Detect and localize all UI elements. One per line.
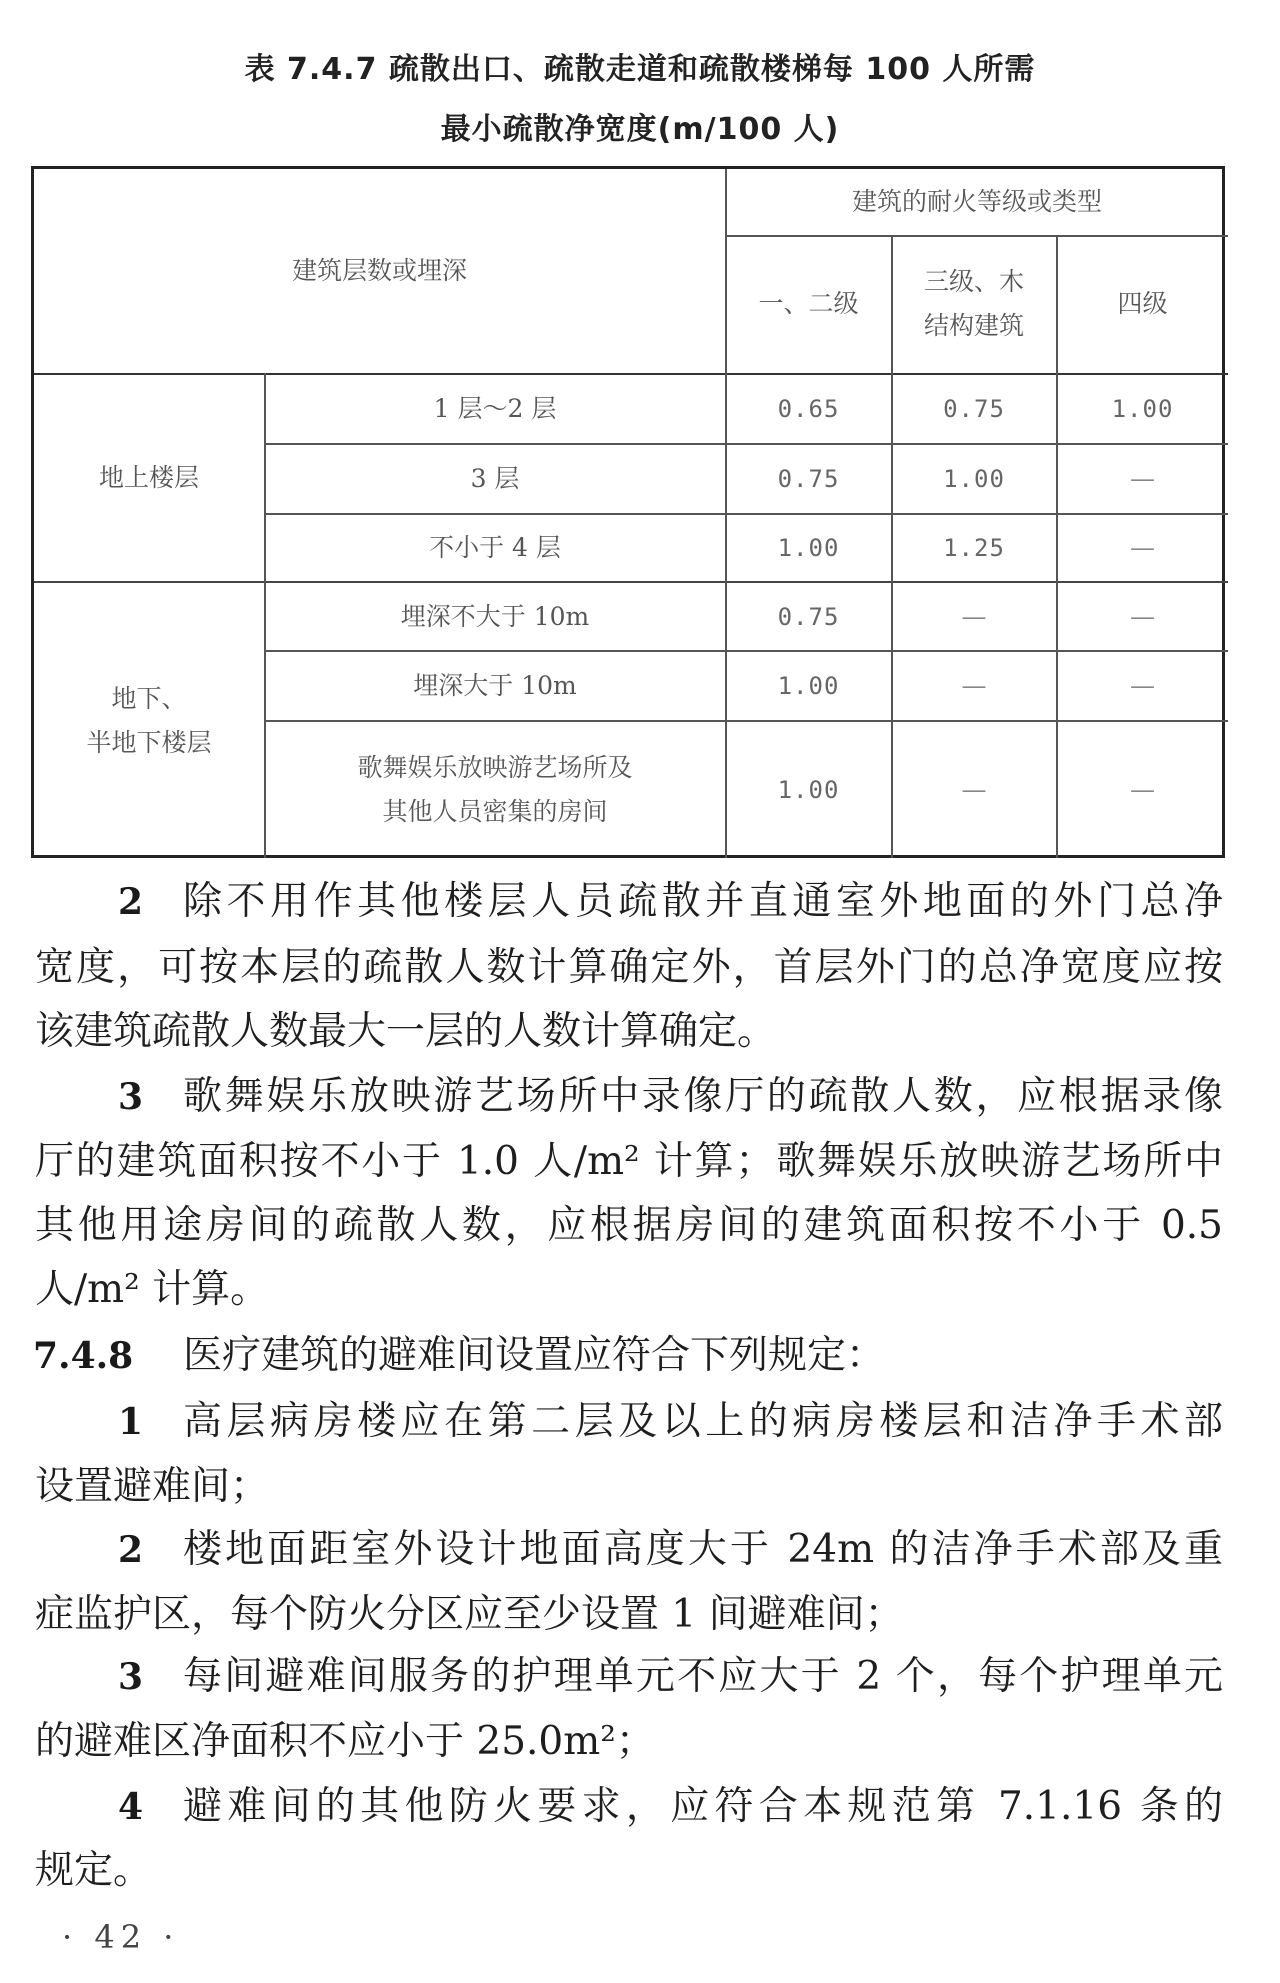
row-label: 3 层 <box>470 463 520 493</box>
cell-value: — <box>961 670 987 700</box>
section-number: 7.4.8 <box>33 1335 134 1377</box>
paragraph-line: 除不用作其他楼层人员疏散并直通室外地面的外门总净 <box>183 879 1223 924</box>
cell-value: 0.75 <box>943 395 1005 423</box>
group-label-aboveground: 地上楼层 <box>98 463 199 493</box>
item-number: 1 <box>118 1401 144 1443</box>
item-number: 3 <box>118 1656 144 1698</box>
row-label <box>265 721 725 858</box>
paragraph-line: 每间避难间服务的护理单元不应大于 2 个，每个护理单元 <box>183 1654 1223 1699</box>
paragraph-line: 该建筑疏散人数最大一层的人数计算确定。 <box>35 1009 777 1054</box>
cell-value: 1.00 <box>777 775 840 804</box>
header-col-1: 一、二级 <box>758 289 859 319</box>
group-label-underground <box>34 583 264 858</box>
paragraph-line: 人/m² 计算。 <box>35 1267 270 1312</box>
cell-value: — <box>1130 601 1155 631</box>
cell-value: 1.00 <box>943 464 1005 493</box>
item-number: 2 <box>118 1529 144 1571</box>
cell-value: 1.00 <box>777 533 840 562</box>
header-col-2-line2: 结构建筑 <box>923 311 1024 340</box>
paragraph-line: 歌舞娱乐放映游艺场所中录像厅的疏散人数，应根据录像 <box>183 1074 1223 1119</box>
table-title-line2: 最小疏散净宽度(m/100 人) <box>440 112 840 147</box>
row-label-line1: 歌舞娱乐放映游艺场所及 <box>357 752 633 782</box>
paragraph-line: 高层病房楼应在第二层及以上的病房楼层和洁净手术部 <box>183 1399 1223 1444</box>
cell-value: — <box>1130 774 1155 804</box>
header-col-3: 四级 <box>1117 289 1168 319</box>
cell-value: 0.75 <box>777 602 840 631</box>
group-label-underground-line2: 半地下楼层 <box>86 727 212 757</box>
cell-value: 0.75 <box>777 464 840 493</box>
egress-width-table <box>31 166 1225 858</box>
item-number: 2 <box>118 881 144 923</box>
row-label: 不小于 4 层 <box>429 532 561 562</box>
row-label: 埋深大于 10m <box>413 670 577 700</box>
header-row-label: 建筑层数或埋深 <box>291 256 467 286</box>
cell-value: 0.65 <box>777 395 840 423</box>
paragraph-line: 规定。 <box>35 1848 153 1893</box>
item-number: 4 <box>118 1786 144 1828</box>
paragraph-line: 的避难区净面积不应小于 25.0m²； <box>35 1719 655 1764</box>
cell-value: 1.00 <box>777 671 840 700</box>
paragraph-line: 避难间的其他防火要求，应符合本规范第 7.1.16 条的 <box>183 1784 1223 1829</box>
paragraph-line: 宽度，可按本层的疏散人数计算确定外，首层外门的总净宽度应按 <box>35 945 1223 990</box>
row-label: 1 层～2 层 <box>433 394 557 424</box>
group-label-underground-line1: 地下、 <box>111 683 187 713</box>
row-label: 埋深不大于 10m <box>400 601 590 631</box>
header-col-2 <box>892 235 1056 373</box>
cell-value: 1.25 <box>943 533 1005 562</box>
table-title-line1: 表 7.4.7 疏散出口、疏散走道和疏散楼梯每 100 人所需 <box>244 52 1036 87</box>
cell-value: — <box>961 774 987 804</box>
paragraph-line: 楼地面距室外设计地面高度大于 24m 的洁净手术部及重 <box>183 1527 1223 1572</box>
paragraph-line: 其他用途房间的疏散人数，应根据房间的建筑面积按不小于 0.5 <box>35 1203 1223 1248</box>
paragraph-line: 设置避难间； <box>35 1464 270 1509</box>
page-number: · 42 · <box>62 1918 180 1956</box>
paragraph-line: 症监护区，每个防火分区应至少设置 1 间避难间； <box>35 1592 904 1637</box>
paragraph-line: 厅的建筑面积按不小于 1.0 人/m² 计算；歌舞娱乐放映游艺场所中 <box>35 1139 1223 1184</box>
cell-value: — <box>1130 532 1155 562</box>
row-label-line2: 其他人员密集的房间 <box>382 796 608 826</box>
cell-value: — <box>961 601 987 631</box>
item-number: 3 <box>118 1076 144 1118</box>
section-heading-text: 医疗建筑的避难间设置应符合下列规定： <box>183 1333 886 1378</box>
cell-value: — <box>1130 463 1155 493</box>
header-col-2-line1: 三级、木 <box>923 267 1024 297</box>
header-group-label: 建筑的耐火等级或类型 <box>851 187 1102 217</box>
cell-value: 1.00 <box>1111 395 1174 423</box>
cell-value: — <box>1130 670 1155 700</box>
